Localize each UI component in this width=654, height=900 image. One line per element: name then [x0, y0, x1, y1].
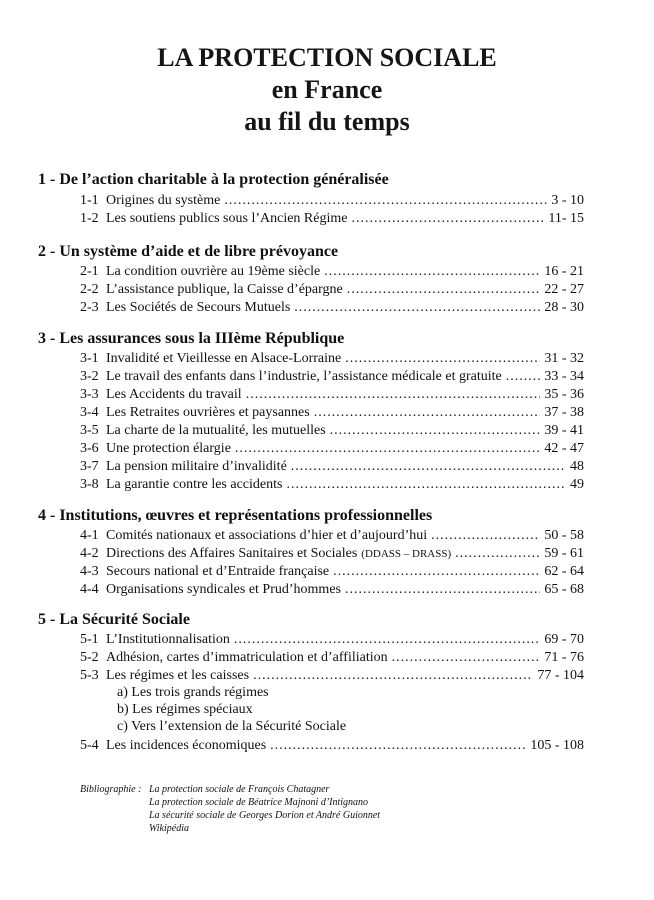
toc-entry-4-4: 4-4 Organisations syndicales et Prud’hommes ..... 65 - 68	[80, 581, 584, 599]
section-4-heading: 4 - Institutions, œuvres et représentations professionnelles	[38, 507, 433, 524]
toc-entry-3-5: 3-5 La charte de la mutualité, les mutuelles ..... 39 - 41	[80, 422, 584, 440]
toc-entry-3-3: 3-3 Les Accidents du travail ..... 35 - 36	[80, 386, 584, 404]
title-line-2: en France	[271, 75, 383, 104]
section-2-heading: 2 - Un système d’aide et de libre prévoyance	[38, 243, 339, 260]
toc-subitem-a: a) Les trois grands régimes	[117, 685, 269, 700]
bibliography-item: La protection sociale de Béatrice Majnoni d’Intignano	[149, 797, 369, 808]
toc-subitem-c: c) Vers l’extension de la Sécurité Sociale	[117, 719, 347, 734]
section-3-heading: 3 - Les assurances sous la IIIème République	[38, 330, 345, 347]
toc-entry-4-1: 4-1 Comités nationaux et associations d’hier et d’aujourd’hui ..... 50 - 58	[80, 527, 584, 545]
toc-entry-4-2: 4-2 Directions des Affaires Sanitaires et Sociales (DDASS – DRASS) ..... 59 - 61	[80, 545, 584, 563]
toc-entry-4-3: 4-3 Secours national et d’Entraide française ..... 62 - 64	[80, 563, 584, 581]
toc-entry-1-2: 1-2 Les soutiens publics sous l’Ancien Régime ..... 11- 15	[80, 210, 584, 228]
toc-entry-2-1: 2-1 La condition ouvrière au 19ème siècle ..... 16 - 21	[80, 263, 584, 281]
toc-entry-5-3: 5-3 Les régimes et les caisses ..... 77 - 104	[80, 667, 584, 685]
section-1-heading: 1 - De l’action charitable à la protection généralisée	[38, 171, 389, 188]
title-line-3: au fil du temps	[244, 107, 410, 136]
bibliography-label: Bibliographie :	[80, 784, 142, 795]
title-line-1: LA PROTECTION SOCIALE	[157, 43, 497, 72]
toc-entry-1-1: 1-1 Origines du système ..... 3 - 10	[80, 192, 584, 210]
toc-entry-3-8: 3-8 La garantie contre les accidents ..... 49	[80, 476, 584, 494]
toc-entry-5-1: 5-1 L’Institutionnalisation ..... 69 - 70	[80, 631, 584, 649]
toc-entry-5-4: 5-4 Les incidences économiques ..... 105 - 108	[80, 737, 584, 755]
bibliography-item: La protection sociale de François Chatagner	[149, 784, 330, 795]
bibliography-item: La sécurité sociale de Georges Dorion et André Guionnet	[149, 810, 381, 821]
toc-entry-2-3: 2-3 Les Sociétés de Secours Mutuels ..... 28 - 30	[80, 299, 584, 317]
section-5-heading: 5 - La Sécurité Sociale	[38, 611, 190, 628]
toc-entry-5-2: 5-2 Adhésion, cartes d’immatriculation et d’affiliation ..... 71 - 76	[80, 649, 584, 667]
toc-entry-3-4: 3-4 Les Retraites ouvrières et paysannes ..... 37 - 38	[80, 404, 584, 422]
toc-entry-3-6: 3-6 Une protection élargie ..... 42 - 47	[80, 440, 584, 458]
toc-subitem-b: b) Les régimes spéciaux	[117, 702, 253, 717]
toc-entry-3-2: 3-2 Le travail des enfants dans l’industrie, l’assistance médicale et gratuite ..... 33 - 34	[80, 368, 584, 386]
toc-entry-2-2: 2-2 L’assistance publique, la Caisse d’épargne ..... 22 - 27	[80, 281, 584, 299]
toc-entry-3-7: 3-7 La pension militaire d’invalidité ..... 48	[80, 458, 584, 476]
toc-entry-3-1: 3-1 Invalidité et Vieillesse en Alsace-Lorraine ..... 31 - 32	[80, 350, 584, 368]
bibliography-item: Wikipédia	[149, 823, 189, 834]
